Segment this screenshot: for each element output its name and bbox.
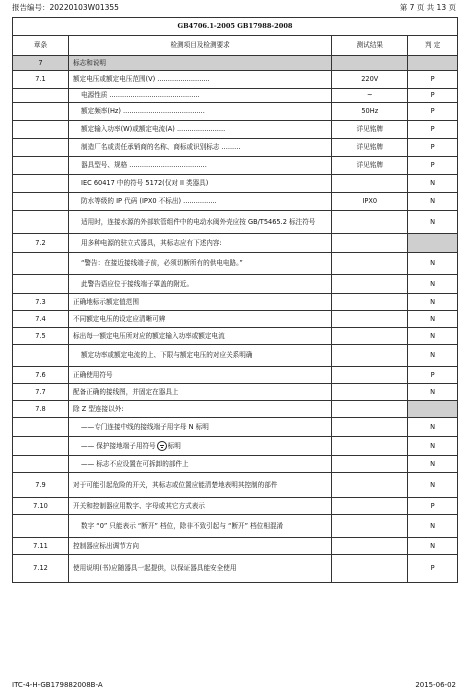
- verdict-cell: P: [408, 71, 458, 89]
- requirement-cell: 适用时，连接水源的外部软管组件中的电动水阀外壳应按 GB/T5465.2 标注符号: [69, 211, 332, 234]
- result-cell: [332, 473, 408, 498]
- verdict-cell: P: [408, 89, 458, 103]
- verdict-cell: N: [408, 384, 458, 401]
- requirement-cell: 配备正确的接线图，并固定在器具上: [69, 384, 332, 401]
- requirement-cell: 使用说明(书)应随器具一起提供，以保证器具能安全使用: [69, 555, 332, 583]
- table-row: [13, 89, 458, 103]
- verdict-cell: N: [408, 211, 458, 234]
- clause-cell: [13, 515, 69, 538]
- result-cell: [332, 211, 408, 234]
- verdict-cell: P: [408, 498, 458, 515]
- clause-cell: 7.11: [13, 538, 69, 555]
- table-row: [13, 555, 458, 583]
- requirement-cell: 制造厂名或责任承销商的名称、商标或识别标志 .........: [69, 139, 332, 157]
- clause-cell: 7.10: [13, 498, 69, 515]
- table-row: [13, 538, 458, 555]
- verdict-cell: N: [408, 473, 458, 498]
- clause-cell: [13, 175, 69, 193]
- result-cell: [332, 294, 408, 311]
- result-cell: 220V: [332, 71, 408, 89]
- table-row: [13, 367, 458, 384]
- column-header-clause: 章条: [13, 36, 69, 56]
- result-cell: 50Hz: [332, 103, 408, 121]
- result-cell: [332, 311, 408, 328]
- table-row: [13, 498, 458, 515]
- result-cell: 详见铭牌: [332, 121, 408, 139]
- page-indicator: 第 7 页 共 13 页: [399, 3, 456, 12]
- requirement-cell: 额定输入功率(W)或额定电流(A) .......................: [69, 121, 332, 139]
- report-header: [12, 2, 456, 16]
- column-header-requirement: 检测项目及检测要求: [69, 36, 332, 56]
- column-header-verdict: 判 定: [408, 36, 458, 56]
- result-cell: [332, 275, 408, 294]
- clause-cell: [13, 103, 69, 121]
- result-cell: [332, 401, 408, 418]
- clause-cell: 7.9: [13, 473, 69, 498]
- clause-cell: [13, 193, 69, 211]
- clause-cell: 7.7: [13, 384, 69, 401]
- result-cell: ~: [332, 89, 408, 103]
- result-cell: [332, 384, 408, 401]
- clause-cell: [13, 89, 69, 103]
- verdict-cell: N: [408, 328, 458, 345]
- verdict-cell: N: [408, 418, 458, 437]
- requirement-cell: [69, 437, 332, 456]
- clause-cell: [13, 211, 69, 234]
- result-cell: [332, 345, 408, 367]
- verdict-cell: [408, 234, 458, 253]
- requirement-cell: 除 Z 型连接以外:: [69, 401, 332, 418]
- verdict-cell: N: [408, 193, 458, 211]
- verdict-cell: N: [408, 175, 458, 193]
- table-row: [13, 211, 458, 234]
- clause-cell: 7.4: [13, 311, 69, 328]
- verdict-cell: P: [408, 157, 458, 175]
- report-number: 报告编号：20220103W01355: [12, 3, 119, 12]
- requirement-cell: 正确地标示额定值范围: [69, 294, 332, 311]
- document-date: 2015-06-02: [415, 681, 456, 689]
- requirement-text: —— 保护接地端子用符号: [81, 442, 156, 450]
- table-row: [13, 418, 458, 437]
- verdict-cell: P: [408, 121, 458, 139]
- requirement-cell: “警告：在接近接线端子前，必须切断所有的供电电路。”: [69, 253, 332, 275]
- clause-cell: 7.5: [13, 328, 69, 345]
- requirement-cell: ——专门连接中线的接线端子用字母 N 标明: [69, 418, 332, 437]
- inspection-table: [12, 17, 458, 583]
- result-cell: [332, 538, 408, 555]
- result-cell: [332, 418, 408, 437]
- requirement-cell: 控制器应标出调节方向: [69, 538, 332, 555]
- verdict-cell: P: [408, 367, 458, 384]
- table-row: [13, 139, 458, 157]
- table-row: [13, 515, 458, 538]
- table-row: [13, 456, 458, 473]
- table-row: [13, 275, 458, 294]
- clause-cell: [13, 253, 69, 275]
- clause-cell: [13, 418, 69, 437]
- standard-title: GB4706.1-2005 GB17988-2008: [13, 18, 458, 36]
- requirement-cell: 器具型号、规格 .....................................: [69, 157, 332, 175]
- requirement-cell: 额定电压或额定电压范围(V) .........................: [69, 71, 332, 89]
- result-cell: [332, 437, 408, 456]
- table-row: [13, 473, 458, 498]
- result-cell: [332, 253, 408, 275]
- clause-cell: 7.8: [13, 401, 69, 418]
- document-code: ITC-4-H-GB179882008B-A: [12, 681, 103, 689]
- requirement-cell: 开关和控制器应用数字、字母或其它方式表示: [69, 498, 332, 515]
- clause-cell: [13, 345, 69, 367]
- column-header-result: 测试结果: [332, 36, 408, 56]
- earth-ground-icon: [157, 441, 167, 451]
- requirement-cell: —— 标志不应设置在可拆卸的部件上: [69, 456, 332, 473]
- requirement-cell: 数字 “0” 只能表示 “断开” 档位，除非不致引起与 “断开” 档位相混淆: [69, 515, 332, 538]
- requirement-cell: 用多种电源的驻立式器具，其标志应有下述内容:: [69, 234, 332, 253]
- table-row: [13, 56, 458, 71]
- verdict-cell: [408, 401, 458, 418]
- result-cell: [332, 328, 408, 345]
- table-row: [13, 294, 458, 311]
- result-cell: [332, 234, 408, 253]
- verdict-cell: P: [408, 103, 458, 121]
- requirement-cell: 额定频率(Hz) .......................................: [69, 103, 332, 121]
- clause-cell: 7.12: [13, 555, 69, 583]
- verdict-cell: P: [408, 555, 458, 583]
- result-cell: 详见铭牌: [332, 139, 408, 157]
- clause-cell: 7.6: [13, 367, 69, 384]
- column-header-row: [13, 36, 458, 56]
- result-cell: [332, 555, 408, 583]
- table-row: [13, 437, 458, 456]
- table-row: [13, 253, 458, 275]
- requirement-cell: 电源性质 ...........................................: [69, 89, 332, 103]
- result-cell: [332, 456, 408, 473]
- requirement-text-suffix: 标明: [167, 442, 181, 450]
- table-row: [13, 345, 458, 367]
- table-row: [13, 175, 458, 193]
- clause-cell: [13, 456, 69, 473]
- table-row: [13, 193, 458, 211]
- result-cell: 详见铭牌: [332, 157, 408, 175]
- verdict-cell: N: [408, 294, 458, 311]
- table-row: [13, 157, 458, 175]
- requirement-cell: IEC 60417 中的符号 5172(仅对 II 类器具): [69, 175, 332, 193]
- verdict-cell: P: [408, 139, 458, 157]
- table-row: [13, 401, 458, 418]
- requirement-cell: 对于可能引起危险的开关，其标志或位置应能清楚地表明其控制的部件: [69, 473, 332, 498]
- table-row: [13, 311, 458, 328]
- requirement-cell: 不同额定电压的设定应清晰可辨: [69, 311, 332, 328]
- verdict-cell: N: [408, 437, 458, 456]
- result-cell: [332, 367, 408, 384]
- clause-cell: 7.2: [13, 234, 69, 253]
- requirement-cell: 标志和说明: [69, 56, 332, 71]
- result-cell: [332, 56, 408, 71]
- result-cell: [332, 175, 408, 193]
- requirement-cell: 标出每一额定电压所对应的额定输入功率或额定电流: [69, 328, 332, 345]
- clause-cell: 7.3: [13, 294, 69, 311]
- clause-cell: [13, 437, 69, 456]
- verdict-cell: N: [408, 538, 458, 555]
- verdict-cell: N: [408, 515, 458, 538]
- clause-cell: [13, 139, 69, 157]
- clause-cell: [13, 157, 69, 175]
- result-cell: [332, 515, 408, 538]
- result-cell: IPX0: [332, 193, 408, 211]
- table-row: [13, 234, 458, 253]
- requirement-cell: 额定功率或额定电流的上、下限与额定电压的对应关系明确: [69, 345, 332, 367]
- table-row: [13, 71, 458, 89]
- clause-cell: [13, 121, 69, 139]
- requirement-cell: 正确使用符号: [69, 367, 332, 384]
- verdict-cell: N: [408, 311, 458, 328]
- verdict-cell: N: [408, 253, 458, 275]
- clause-cell: 7: [13, 56, 69, 71]
- clause-cell: [13, 275, 69, 294]
- verdict-cell: N: [408, 275, 458, 294]
- requirement-cell: 此警告语应位于接线端子罩盖的附近。: [69, 275, 332, 294]
- verdict-cell: N: [408, 345, 458, 367]
- requirement-cell: 防水等级的 IP 代码 (IPX0 不标出) ................: [69, 193, 332, 211]
- table-row: [13, 103, 458, 121]
- page-footer: [12, 681, 456, 693]
- clause-cell: 7.1: [13, 71, 69, 89]
- verdict-cell: N: [408, 456, 458, 473]
- table-row: [13, 121, 458, 139]
- table-body: [13, 56, 458, 583]
- table-row: [13, 328, 458, 345]
- verdict-cell: [408, 56, 458, 71]
- table-row: [13, 384, 458, 401]
- result-cell: [332, 498, 408, 515]
